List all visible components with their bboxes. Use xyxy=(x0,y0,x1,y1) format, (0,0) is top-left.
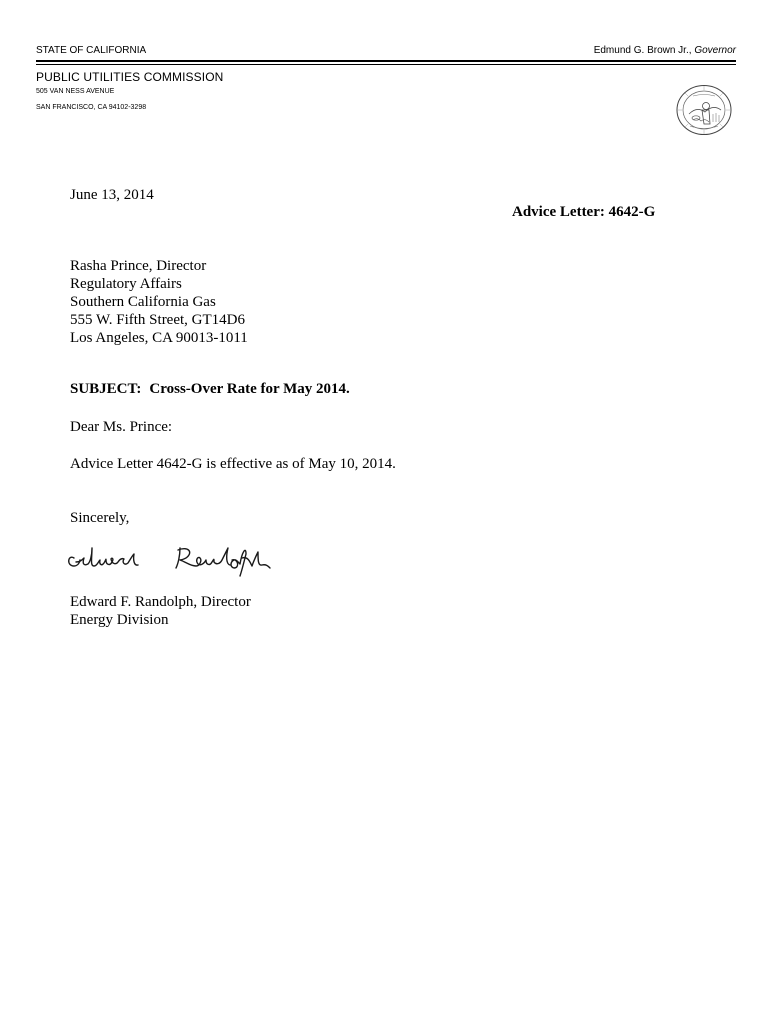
governor-title: Governor xyxy=(694,45,736,56)
body-paragraph: Advice Letter 4642-G is effective as of May 10, 2014. xyxy=(70,456,396,472)
subject-text: Cross-Over Rate for May 2014. xyxy=(149,381,350,397)
header-rule-thick xyxy=(36,60,736,62)
signer-block xyxy=(70,593,251,629)
subject-line xyxy=(70,380,350,398)
salutation: Dear Ms. Prince: xyxy=(70,419,173,435)
state-name: STATE OF CALIFORNIA xyxy=(36,45,147,56)
letterhead xyxy=(36,45,736,113)
governor-name: Edmund G. Brown Jr., xyxy=(593,45,695,56)
recipient-name: Rasha Prince, Director xyxy=(70,258,207,274)
address-city: SAN FRANCISCO, CA 94102-3298 xyxy=(36,104,147,111)
recipient-address-block xyxy=(70,257,248,347)
recipient-street: 555 W. Fifth Street, GT14D6 xyxy=(70,312,245,328)
governor-line xyxy=(594,45,736,57)
advice-letter-reference: Advice Letter: 4642-G xyxy=(512,204,656,220)
recipient-department: Regulatory Affairs xyxy=(70,276,182,292)
signer-division: Energy Division xyxy=(70,612,169,628)
agency-name: PUBLIC UTILITIES COMMISSION xyxy=(36,70,224,84)
letterhead-top-row xyxy=(36,45,736,57)
subject-label: SUBJECT: xyxy=(70,381,142,397)
signer-name: Edward F. Randolph, Director xyxy=(70,594,251,610)
closing: Sincerely, xyxy=(70,510,130,526)
letter-date: June 13, 2014 xyxy=(70,187,154,203)
recipient-city: Los Angeles, CA 90013-1011 xyxy=(70,330,248,346)
state-seal-icon xyxy=(675,84,733,136)
handwritten-signature xyxy=(62,538,272,578)
recipient-company: Southern California Gas xyxy=(70,294,216,310)
header-rule-thin xyxy=(36,64,736,65)
address-street: 505 VAN NESS AVENUE xyxy=(36,88,115,95)
